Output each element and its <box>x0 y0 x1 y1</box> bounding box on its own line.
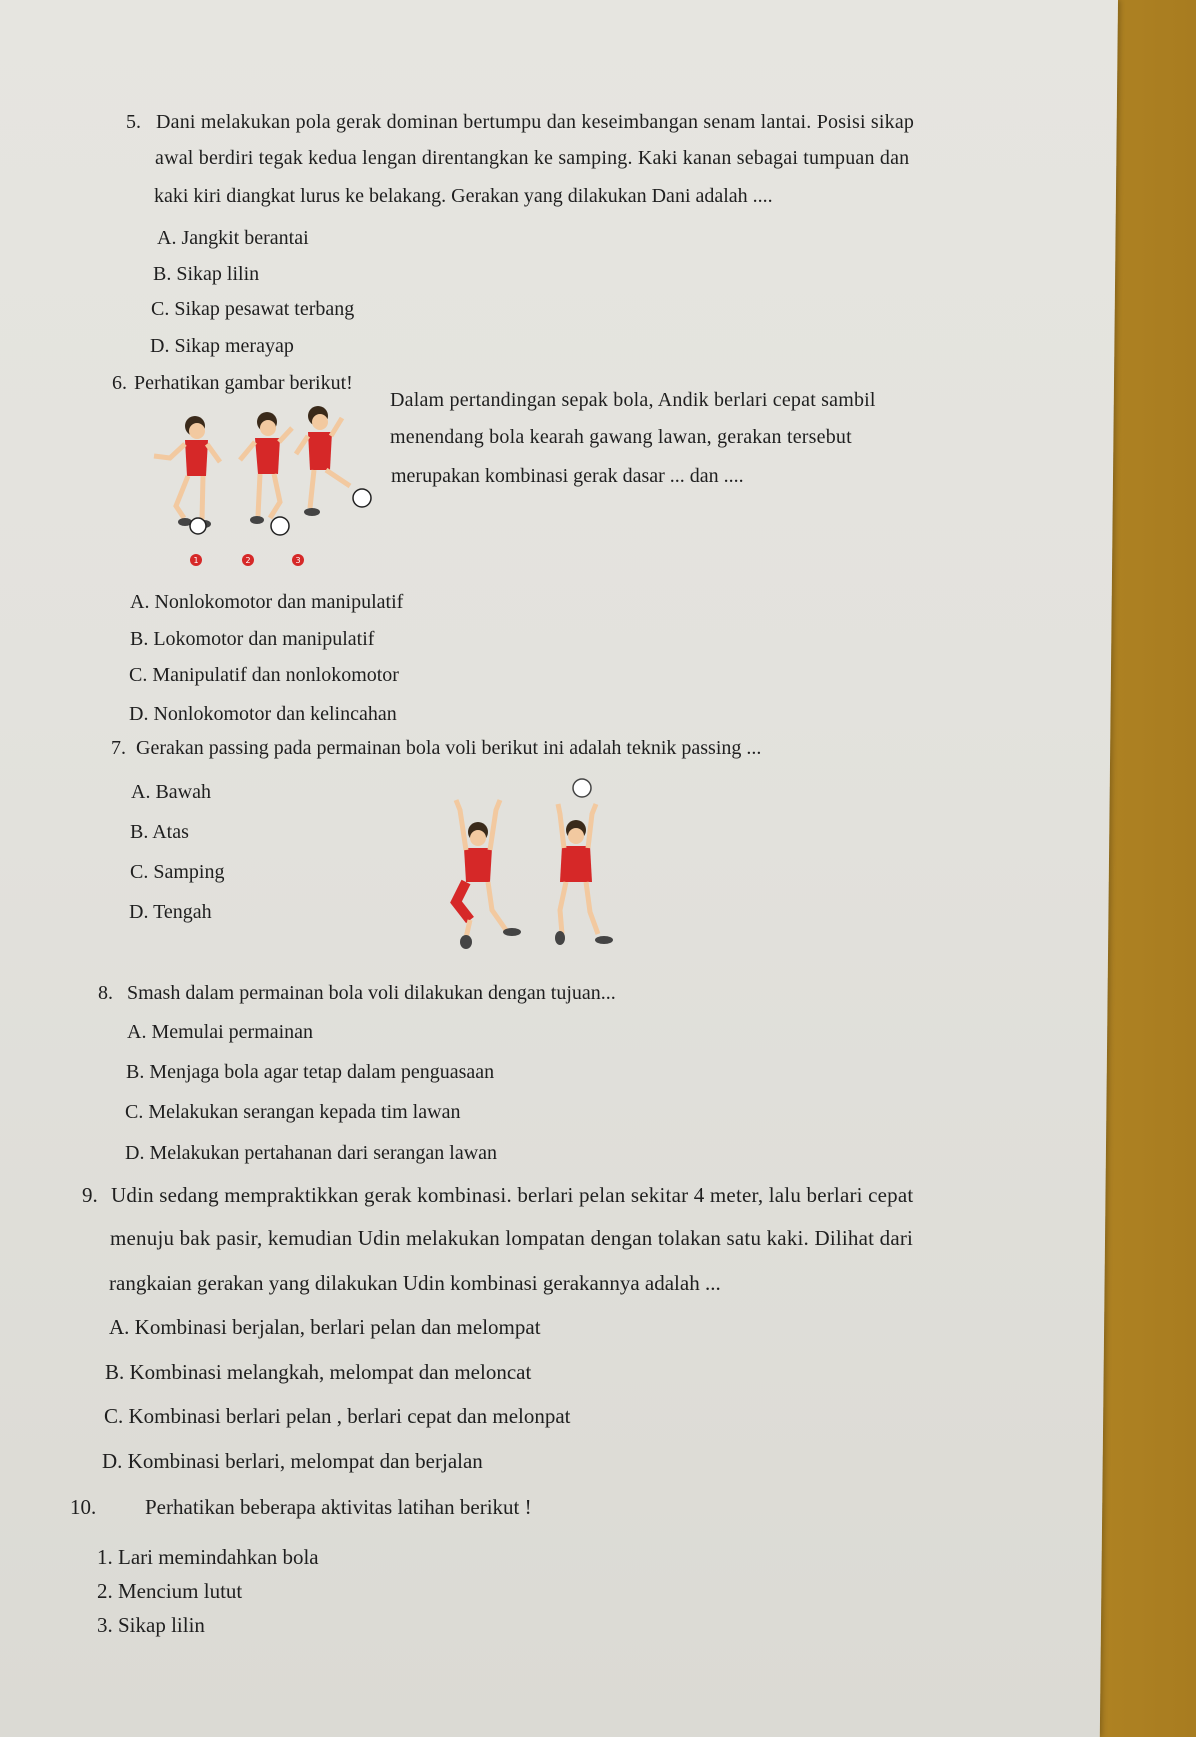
q6-option-a: A. Nonlokomotor dan manipulatif <box>130 591 404 613</box>
q5-option-b: B. Sikap lilin <box>153 263 260 285</box>
soccer-player-1 <box>154 416 220 534</box>
q5-option-a: A. Jangkit berantai <box>157 227 309 249</box>
q8-prompt: Smash dalam permainan bola voli dilakukan dengan tujuan... <box>127 982 616 1004</box>
q9-option-c: C. Kombinasi berlari pelan , berlari cepat dan melonpat <box>104 1404 571 1428</box>
q7-prompt: Gerakan passing pada permainan bola voli berikut ini adalah teknik passing ... <box>136 737 762 759</box>
q9-option-a: A. Kombinasi berjalan, berlari pelan dan melompat <box>109 1315 541 1339</box>
q5-option-c: C. Sikap pesawat terbang <box>151 298 355 320</box>
q10-number: 10. <box>70 1495 97 1519</box>
soccer-player-3 <box>296 406 371 516</box>
q10-item-3: 3. Sikap lilin <box>97 1613 205 1637</box>
q9-number: 9. <box>82 1183 98 1207</box>
q8-option-d: D. Melakukan pertahanan dari serangan lawan <box>125 1142 498 1164</box>
q7-option-d: D. Tengah <box>129 901 212 923</box>
q8-option-b: B. Menjaga bola agar tetap dalam penguasaan <box>126 1061 495 1083</box>
q6-option-c: C. Manipulatif dan nonlokomotor <box>129 664 399 686</box>
q6-number: 6. <box>112 372 127 394</box>
q5-line-2: awal berdiri tegak kedua lengan direntangkan ke samping. Kaki kanan sebagai tumpuan dan <box>155 147 910 169</box>
q9-line-3: rangkaian gerakan yang dilakukan Udin kombinasi gerakannya adalah ... <box>109 1271 721 1295</box>
q7-option-a: A. Bawah <box>131 781 211 803</box>
volleyball-player-2 <box>555 779 613 945</box>
figure-label-2: 2 <box>245 556 251 565</box>
q9-line-2: menuju bak pasir, kemudian Udin melakukan lompatan dengan tolakan satu kaki. Dilihat dari <box>110 1226 914 1250</box>
q7-number: 7. <box>111 737 126 759</box>
volleyball-icon <box>573 779 591 797</box>
q5-line-3: kaki kiri diangkat lurus ke belakang. Gerakan yang dilakukan Dani adalah .... <box>154 185 773 207</box>
q6-line-2: menendang bola kearah gawang lawan, gerakan tersebut <box>390 426 852 448</box>
q9-line-1: Udin sedang mempraktikkan gerak kombinasi. berlari pelan sekitar 4 meter, lalu berlari cepat <box>111 1183 914 1207</box>
soccer-dribble-illustration <box>140 398 380 568</box>
q10-prompt: Perhatikan beberapa aktivitas latihan berikut ! <box>145 1495 532 1519</box>
q6-line-1: Dalam pertandingan sepak bola, Andik berlari cepat sambil <box>390 389 876 411</box>
q6-option-d: D. Nonlokomotor dan kelincahan <box>129 703 397 725</box>
volleyball-passing-illustration <box>430 770 630 960</box>
q10-item-2: 2. Mencium lutut <box>97 1579 243 1603</box>
q9-option-b: B. Kombinasi melangkah, melompat dan meloncat <box>105 1360 532 1384</box>
q7-option-c: C. Samping <box>130 861 225 883</box>
figure-label-1: 1 <box>193 556 199 565</box>
q8-option-a: A. Memulai permainan <box>127 1021 314 1043</box>
q5-line-1: Dani melakukan pola gerak dominan bertumpu dan keseimbangan senam lantai. Posisi sikap <box>156 111 915 133</box>
q10-item-1: 1. Lari memindahkan bola <box>97 1545 319 1569</box>
q7-option-b: B. Atas <box>130 821 189 843</box>
q9-option-d: D. Kombinasi berlari, melompat dan berjalan <box>102 1449 483 1473</box>
q6-option-b: B. Lokomotor dan manipulatif <box>130 628 375 650</box>
q5-option-d: D. Sikap merayap <box>150 335 294 357</box>
q8-option-c: C. Melakukan serangan kepada tim lawan <box>125 1101 461 1123</box>
q6-line-3: merupakan kombinasi gerak dasar ... dan .... <box>391 465 744 487</box>
volleyball-player-1 <box>456 800 521 949</box>
figure-label-3: 3 <box>295 556 301 565</box>
q6-prompt: Perhatikan gambar berikut! <box>134 372 353 394</box>
soccer-player-2 <box>240 412 292 535</box>
q8-number: 8. <box>98 982 113 1004</box>
q5-number: 5. <box>126 111 141 133</box>
